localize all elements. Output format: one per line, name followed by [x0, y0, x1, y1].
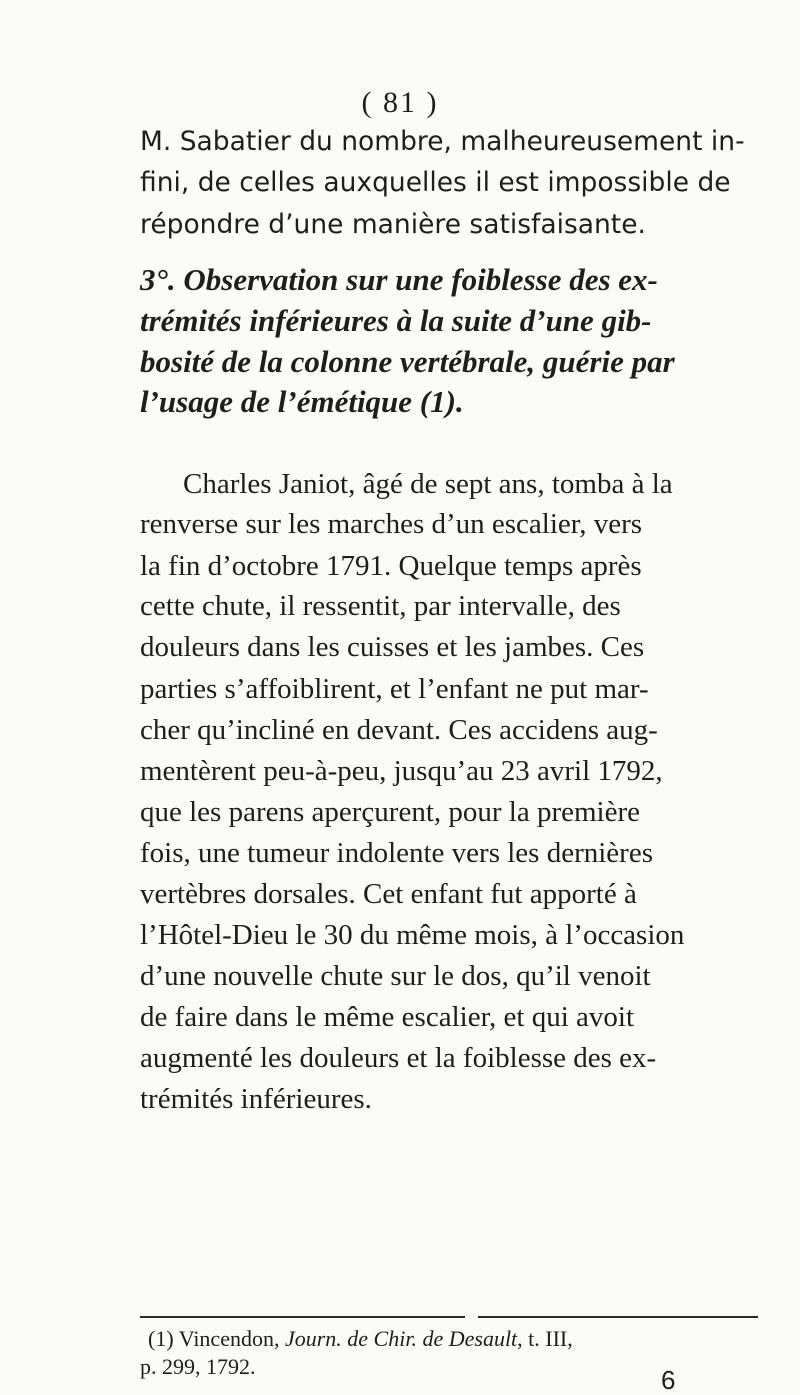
- footnote-rule-left: [140, 1316, 465, 1318]
- body-line: vertèbres dorsales. Cet enfant fut apporté à: [140, 878, 637, 910]
- intro-line: M. Sabatier du nombre, malheureusement in-: [140, 126, 745, 157]
- heading-line: l’usage de l’émétique (1).: [140, 384, 464, 419]
- footnote-rule-right: [478, 1316, 758, 1318]
- body-line: d’une nouvelle chute sur le dos, qu’il venoit: [140, 960, 651, 992]
- body-line: trémités inférieures.: [140, 1083, 372, 1115]
- body-line: l’Hôtel-Dieu le 30 du même mois, à l’occasion: [140, 919, 685, 951]
- heading-line: trémités inférieures à la suite d’une gib-: [140, 303, 652, 338]
- body-line: cher qu’incliné en devant. Ces accidens aug-: [140, 714, 658, 746]
- body-line: Charles Janiot, âgé de sept ans, tomba à la: [183, 468, 673, 500]
- intro-line: répondre d’une manière satisfaisante.: [140, 209, 646, 240]
- body-line: augmenté les douleurs et la foiblesse des ex-: [140, 1042, 657, 1074]
- body-line: de faire dans le même escalier, et qui avoit: [140, 1001, 635, 1033]
- body-line: que les parens aperçurent, pour la première: [140, 796, 641, 828]
- intro-line: fini, de celles auxquelles il est impossible de: [140, 167, 731, 198]
- footnote-suffix: , t. III,: [517, 1326, 573, 1351]
- heading-line: bosité de la colonne vertébrale, guérie par: [140, 344, 675, 379]
- footnote-journal: Journ. de Chir. de Desault: [284, 1326, 518, 1351]
- heading-line: 3°. Observation sur une foiblesse des ex-: [140, 262, 658, 297]
- page-number: ( 81 ): [361, 86, 439, 119]
- signature-mark: 6: [661, 1365, 676, 1395]
- body-line: douleurs dans les cuisses et les jambes. Ces: [140, 631, 645, 663]
- body-line: fois, une tumeur indolente vers les dernières: [140, 837, 653, 869]
- footnote-line: p. 299, 1792.: [140, 1354, 256, 1379]
- body-line: la fin d’octobre 1791. Quelque temps après: [140, 550, 642, 582]
- body-line: renverse sur les marches d’un escalier, vers: [140, 508, 643, 540]
- footnote-prefix: (1) Vincendon,: [148, 1326, 285, 1351]
- body-line: mentèrent peu-à-peu, jusqu’au 23 avril 1792,: [140, 755, 663, 787]
- body-line: cette chute, il ressentit, par intervalle, des: [140, 590, 621, 622]
- footnote-line: [148, 1328, 573, 1350]
- body-line: parties s’affoiblirent, et l’enfant ne put mar-: [140, 673, 649, 705]
